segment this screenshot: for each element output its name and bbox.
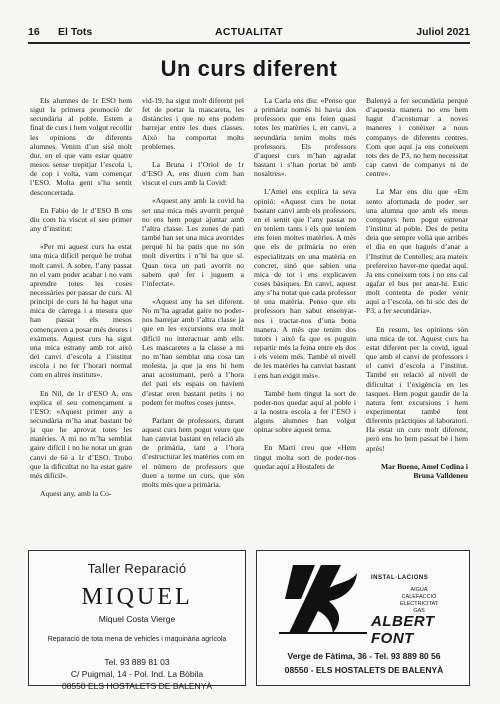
service-item: CALEFACCIÓ	[401, 594, 437, 600]
ad-phone: Tel. 93 889 81 03	[104, 657, 170, 667]
article-column-1	[30, 96, 132, 526]
issue-date: Juliol 2021	[416, 26, 470, 38]
ad-address: Verge de Fàtima, 36 - Tel. 93 889 80 56	[287, 651, 441, 661]
article-headline: Un curs diferent	[160, 56, 338, 81]
paragraph: L’Amel ens explica la seva opinió: «Aquest curs he notat bastant canvi amb els professors, en el sentit que l’any passat no en teníem tants i els que teníem ens feien moltes matèries. A més que els de primària no eren especialitzats en una matèria en concret, sinó que sabien una mica de tot i ens explicaven coses bàsiques. En canvi, aquest any s’ha notat que cada professor té una matèria. Penso que els professors han sabut ensenyar-nos i tractar-nos d’una bona manera. A més que tenim dos tutors i això fa que es puguin repartir més la feina entre els dos i els veiem més. També el nivell de les matèries ha canviat bastant i ens han exigit més».	[254, 187, 356, 380]
page-number: 16	[28, 26, 40, 38]
paragraph: vid-19, ha sigut molt diferent pel fet de portar la mascareta, les distàncies i que no ens podem barrejar entre les dues classes. Això ha comportat molts problemes.	[142, 96, 244, 151]
paragraph: «Aquest any ha set diferent. No m’ha agradat gaire no poder-nos barrejar amb l’altra classe ja que en les excursions era molt difícil no interactuar amb ells. Les mascaretes a la classe a mi no m’han semblat una cosa tan molesta, ja que ja ens hi hem anat acostumant, però a l’hora del pati els espais on havíem d’estar eren bastant petits i no podem fer moltes coses junts».	[142, 296, 244, 407]
service-item: GAS	[413, 608, 425, 614]
paragraph: Els alumnes de 1r ESO hem sigut la primera promoció de secundària al poble. Estem a final de curs i hem volgut recollir les opinions de diferents alumnes. Venim d’un sisè molt dur, en el que vam estar quatre mesos sense trepitjar l’escola i, de cop i volta, vam començar l’ESO. Molta gent s’ha sentit desconcertada.	[30, 96, 132, 197]
paragraph: Aquest any, amb la Co-	[40, 489, 112, 499]
flame-logo-icon	[271, 559, 371, 639]
albert-font-logo	[271, 559, 461, 647]
ad-title: Taller Reparació	[87, 561, 187, 576]
header-rule	[28, 42, 470, 44]
paragraph: També hem tingut la sort de poder-nos quedar aquí al poble i a la nostra escola a fer l’ESO i alguns alumnes han volgut opinar sobre aquest tema.	[254, 388, 356, 435]
ad-city: 08550 ELS HOSTALETS DE BALENYÀ	[61, 681, 213, 691]
paragraph: En Nil, de 1r d’ESO A, ens explica el seu començament a l’ESO: «Aquest primer any a secundària m’ha anat bastant bé ja que he aprovat totes les matèries. A mi no m’ha semblat gaire difícil i no he notat un gran canvi de 6è a 1r d’ESO. Trobo que la dificultat no ha estat gaire més difícil».	[30, 388, 132, 480]
article-column-2	[142, 96, 244, 526]
paragraph: «Per mi aquest curs ha estat una mica difícil perquè he trobat molt canvi. A sobre, l’any passat no el vam poder acabar i no vam aprendre totes les coses necessàries per passar de curs. Al principi de curs hi ha hagut una mica de càrrega i a mesura que han passat els mesos començaven a posar més deures i exàmens. Aquest curs ha sigut una mica estrany amb tot això del canvi d’escola a l’institut escola i no fer l’horari normal com en altres instituts».	[30, 242, 132, 380]
ad-albert-font	[256, 550, 470, 686]
paragraph: En resum, les opinions són una mica de tot. Aquest curs ha estat diferent per la covid, igual que amb el canvi de professors i el canvi d’escola a l’institut. També en relació al nivell de dificultat i l’exigència en les tasques. Hem pogut gaudir de la natura fent excursions i hem experimentat també fent diferents pràctiques al laboratori. Ha estat un curs molt diferent, però ens ho hem passat bé i hem après!	[366, 324, 468, 453]
ad-service: Reparació de tota mena de vehicles i maquinària agrícola	[47, 636, 227, 643]
paragraph: «Aquest any amb la covid ha set una mica més avorrit perquè no ens hem pogut ajuntar amb l’altra classe. Les zones de pati també han set una mica avorrides perquè hi ha patis que no són molt divertits i n’hi ha que sí. Quan toca un pati avorrit no sabem què fer i juguem a l’infectat».	[142, 196, 244, 288]
installations-label: INSTAL·LACIONS	[371, 575, 429, 581]
ad-brand-name: MIQUEL	[81, 584, 193, 610]
ad-address: C/ Puigmal, 14 - Pol. Ind. La Bòbila	[70, 669, 204, 679]
ad-taller-miquel	[28, 550, 246, 691]
paragraph: En Martí creu que «Hem tingut molta sort de poder-nos quedar aquí a Hostalets de	[254, 443, 356, 471]
section-name: El Tots	[58, 26, 93, 38]
ad-brand-name: ALBERT FONT	[371, 613, 435, 647]
article-column-3	[254, 96, 356, 526]
ad-owner: Miquel Costa Vierge	[98, 614, 176, 624]
article-column-4	[366, 96, 468, 526]
category-label: ACTUALITAT	[215, 26, 283, 38]
paragraph: Balenyà a fer secundària perquè d’aquesta manera no ens hem hagut d’acostumar a noves maneres i conèixer a nous companys de diferents centres. Com que aquí ja ens coneixem tots des de P3, no hem necessitat cap canvi de companys ni de centre».	[366, 96, 468, 179]
service-item: AIGUA	[410, 587, 428, 593]
paragraph: Parlant de professors, durant aquest curs hem pogut veure que han canviat bastant en relació als de primària, tant a l’hora d’estructurar les matèries com en el número de professors que duen a terme un curs, que són molts més que a primària.	[142, 415, 244, 489]
services-list	[379, 587, 459, 615]
ad-city: 08550 - ELS HOSTALETS DE BALENYÀ	[284, 665, 444, 675]
article-signature: Mar Bueno, Amel Codina i Bruna Valldeneu	[381, 461, 468, 480]
paragraph: En Fabio de 1r d’ESO B ens diu com ha viscut el seu primer any d’institut:	[30, 205, 132, 234]
page-header	[28, 26, 470, 40]
service-item: ELECTRICITAT	[399, 601, 439, 607]
paragraph: La Carla ens diu: «Penso que a primària només hi havia dos professors que ens feien quasi totes les matèries i, en canvi, a secundària tenim molts més professors. Els professors d’aquest curs m’han agradat bastant i s’han portat bé amb nosaltres».	[254, 96, 356, 179]
paragraph: La Bruna i l’Oriol de 1r d’ESO A, ens diuen com han viscut el curs amb la Covid:	[142, 159, 244, 188]
paragraph: La Mar ens diu que «Em sento afortunada de poder ser una alumna que amb els meus companys hem pogut estrenar l’institut al poble. Des de petita deia que sempre volia que arribés el dia en que hagués d’anar a l’Institut de Centelles; ara mateix prefereixo haver-me quedat aquí. Ja ens coneixem tots i no ens cal agafar el bus per anar-hi. Estic molt contenta de poder venir aquí a l’escola, on hi sóc des de P3, a fer secundària».	[366, 187, 468, 316]
